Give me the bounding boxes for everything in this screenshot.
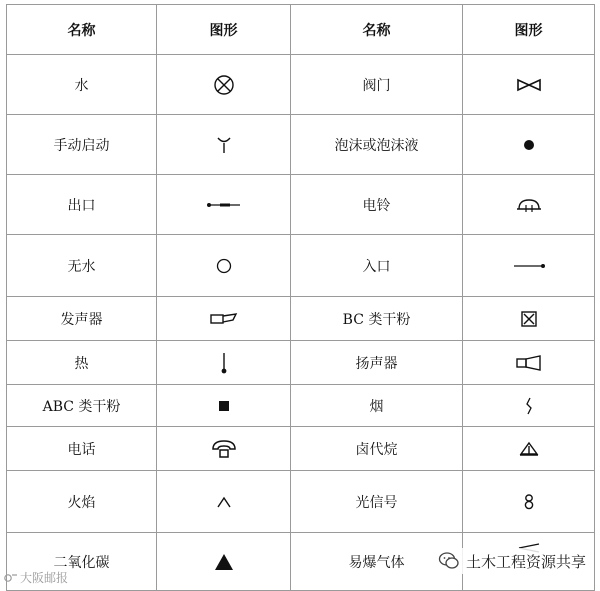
telephone-icon — [211, 438, 237, 460]
symbol-cell — [463, 55, 595, 115]
symbol-cell — [463, 297, 595, 341]
symbol-cell — [157, 175, 291, 235]
light-signal-icon — [523, 493, 535, 511]
symbol-cell — [463, 471, 595, 533]
table-row — [7, 55, 595, 115]
circle-x-icon — [212, 73, 236, 97]
wechat-icon — [438, 551, 460, 571]
outlet-line-icon — [206, 200, 242, 210]
symbol-cell — [463, 235, 595, 297]
table-row — [7, 175, 595, 235]
symbol-name: 无水 — [7, 235, 157, 297]
header-row — [7, 5, 595, 55]
symbol-name: 出口 — [7, 175, 157, 235]
symbol-name: 二氧化碳 — [7, 533, 157, 591]
symbol-cell — [463, 115, 595, 175]
symbol-cell — [463, 175, 595, 235]
sounder-icon — [209, 312, 239, 326]
table-row — [7, 385, 595, 427]
symbol-name: 入口 — [291, 235, 463, 297]
symbol-name: 卤代烷 — [291, 427, 463, 471]
caret-up-icon — [215, 495, 233, 509]
symbol-name: 手动启动 — [7, 115, 157, 175]
symbol-table — [6, 4, 595, 591]
empty-circle-icon — [215, 257, 233, 275]
watermark-right-text: 土木工程资源共享 — [465, 552, 586, 571]
symbol-name: ABC 类干粉 — [7, 385, 157, 427]
symbol-name: 易爆气体 — [291, 533, 463, 591]
symbol-cell — [157, 341, 291, 385]
symbol-name: BC 类干粉 — [291, 297, 463, 341]
symbol-name: 电话 — [7, 427, 157, 471]
symbol-cell — [463, 427, 595, 471]
inlet-line-icon — [512, 262, 546, 270]
symbol-name: 水 — [7, 55, 157, 115]
symbol-cell — [157, 115, 291, 175]
symbol-name: 发声器 — [7, 297, 157, 341]
symbol-cell — [157, 385, 291, 427]
watermark-left — [4, 569, 68, 586]
table-row — [7, 471, 595, 533]
header-name-1: 名称 — [7, 5, 157, 55]
symbol-name: 热 — [7, 341, 157, 385]
symbol-cell — [463, 385, 595, 427]
y-fork-icon — [214, 135, 234, 155]
watermark-left-text: 大阪邮报 — [20, 571, 69, 585]
symbol-name: 火焰 — [7, 471, 157, 533]
triangle-line-icon — [519, 441, 539, 457]
symbol-cell — [157, 471, 291, 533]
table-row — [7, 297, 595, 341]
watermark-right — [438, 548, 586, 574]
symbol-name: 阀门 — [291, 55, 463, 115]
symbol-cell — [157, 235, 291, 297]
thermometer-icon — [220, 351, 228, 375]
header-shape-1: 图形 — [157, 5, 291, 55]
table-row — [7, 235, 595, 297]
smoke-squiggle-icon — [524, 396, 534, 416]
symbol-cell — [157, 55, 291, 115]
bell-icon — [516, 197, 542, 213]
table-row — [7, 341, 595, 385]
table-row — [7, 115, 595, 175]
filled-dot-icon — [522, 138, 536, 152]
symbol-cell — [157, 533, 291, 591]
header-shape-2: 图形 — [463, 5, 595, 55]
symbol-cell — [463, 341, 595, 385]
watermark-logo-icon — [4, 573, 18, 583]
symbol-cell — [157, 297, 291, 341]
symbol-cell — [157, 427, 291, 471]
symbol-name: 扬声器 — [291, 341, 463, 385]
filled-triangle-icon — [213, 552, 235, 572]
symbol-name: 泡沫或泡沫液 — [291, 115, 463, 175]
symbol-name: 电铃 — [291, 175, 463, 235]
table-row — [7, 427, 595, 471]
filled-square-icon — [217, 399, 231, 413]
symbol-name: 光信号 — [291, 471, 463, 533]
header-name-2: 名称 — [291, 5, 463, 55]
symbol-name: 烟 — [291, 385, 463, 427]
boxed-x-icon — [520, 310, 538, 328]
speaker-icon — [515, 355, 543, 371]
valve-bowtie-icon — [516, 78, 542, 92]
